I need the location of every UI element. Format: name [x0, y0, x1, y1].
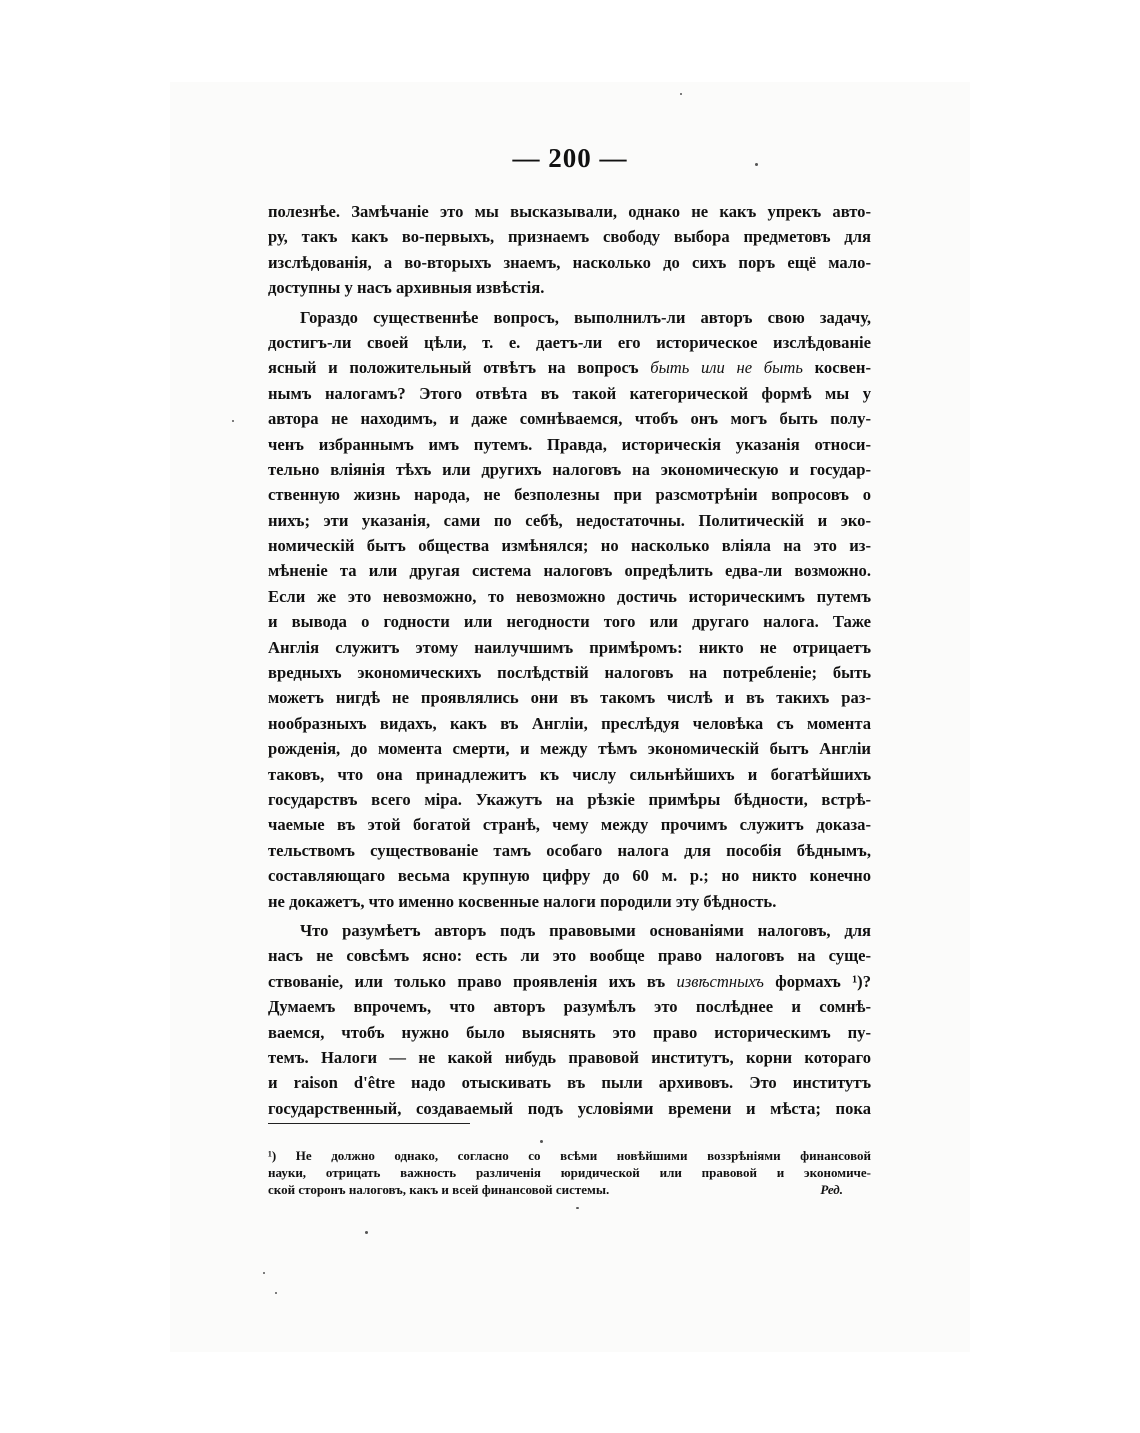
- text-line: Что разумѣетъ авторъ подъ правовыми основаніями налоговъ, для: [300, 920, 871, 940]
- text-line: автора не находимъ, и даже сомнѣваемся, чтобъ онъ могъ быть полу-: [268, 409, 871, 429]
- page-number: — 200 —: [512, 143, 628, 173]
- text-line: и вывода о годности или негодности того или другаго налога. Таже: [268, 612, 871, 632]
- text-line: ру, такъ какъ во-первыхъ, признаемъ свободу выбора предметовъ для: [268, 227, 871, 247]
- text-line: нымъ налогамъ? Этого отвѣта въ такой категорической формѣ мы у: [268, 383, 871, 403]
- body-text: [268, 199, 871, 1121]
- text-line: ственную жизнь народа, не безполезны при разсмотрѣніи вопросовъ о: [268, 485, 871, 505]
- text-line: Если же это невозможно, то невозможно достичь историческимъ путемъ: [268, 586, 871, 606]
- text-line: таковъ, что она принадлежитъ къ числу сильнѣйшихъ и богатѣйшихъ: [268, 764, 871, 784]
- text-line: и raison d'être надо отыскивать въ пыли архивовъ. Это институтъ: [268, 1073, 871, 1093]
- footnote: [268, 1147, 871, 1198]
- text-line: тельно вліянія тѣхъ или другихъ налоговъ на экономическую и государ-: [268, 459, 871, 479]
- scan-speck: [576, 1207, 579, 1209]
- text-line: ствованіе, или только право проявленія ихъ въ извѣстныхъ формахъ ¹)?: [268, 971, 871, 991]
- text-line: ченъ избраннымъ имъ путемъ. Правда, историческія указанія относи-: [268, 434, 871, 454]
- text-line: Гораздо существеннѣе вопросъ, выполнилъ-ли авторъ свою задачу,: [300, 307, 871, 327]
- scan-speck: [365, 1231, 368, 1234]
- text-line: нообразныхъ видахъ, какъ въ Англіи, преслѣдуя человѣка съ момента: [268, 713, 871, 733]
- text-line: чаемые въ этой богатой странѣ, чему между прочимъ служитъ доказа-: [268, 815, 871, 835]
- text-line: государственный, создаваемый подъ условіями времени и мѣста; пока: [268, 1098, 871, 1118]
- text-line: изслѣдованія, а во-вторыхъ знаемъ, насколько до сихъ поръ ещё мало-: [268, 252, 871, 272]
- text-line: ясный и положительный отвѣтъ на вопросъ быть или не быть косвен-: [268, 358, 871, 378]
- text-line: насъ не совсѣмъ ясно: есть ли это вообще право налоговъ на суще-: [268, 946, 871, 966]
- footnote-divider: [268, 1123, 470, 1124]
- text-line: можетъ нигдѣ не проявлялись они въ такомъ числѣ и въ такихъ раз-: [268, 688, 871, 708]
- text-line: тельствомъ существованіе тамъ особаго налога для пособія бѣднымъ,: [268, 840, 871, 860]
- text-line: не докажетъ, что именно косвенные налоги породили эту бѣдность.: [268, 891, 777, 911]
- scan-speck: [232, 420, 234, 422]
- text-line: нихъ; эти указанія, сами по себѣ, недостаточны. Политическій и эко-: [268, 510, 871, 530]
- footnote-line-text: ской сторонъ налоговъ, какъ и всей финансовой системы.: [268, 1182, 610, 1197]
- text-line: Думаемъ впрочемъ, что авторъ разумѣлъ это послѣднее и сомнѣ-: [268, 997, 871, 1017]
- text-line: вредныхъ экономическихъ послѣдствій налоговъ на потребленіе; быть: [268, 663, 871, 683]
- scan-speck: [755, 163, 758, 166]
- text-line: темъ. Налоги — не какой нибудь правовой институтъ, корни котораго: [268, 1047, 871, 1067]
- scan-speck: [263, 1272, 265, 1274]
- text-line: полезнѣе. Замѣчаніе это мы высказывали, однако не какъ упрекъ авто-: [268, 202, 871, 221]
- text-line: государствъ всего міра. Укажутъ на рѣзкіе примѣры бѣдности, встрѣ-: [268, 789, 871, 809]
- scan-speck: [275, 1292, 277, 1294]
- text-line: номическій бытъ общества измѣнялся; но насколько вліяла на это из-: [268, 536, 871, 556]
- text-line: ваемся, чтобъ нужно было выяснять это право историческимъ пу-: [268, 1022, 871, 1042]
- footnote-line: ¹) Не должно однако, согласно со всѣми новѣйшими воззрѣніями финансовой: [268, 1148, 871, 1163]
- footnote-line: [268, 1181, 871, 1198]
- text-line: мѣненіе та или другая система налоговъ опредѣлить едва-ли возможно.: [268, 561, 871, 581]
- text-line: доступны у насъ архивныя извѣстія.: [268, 278, 545, 298]
- text-line: составляющаго весьма крупную цифру до 60 м. р.; но никто конечно: [268, 866, 871, 886]
- italic-phrase: извѣстныхъ: [676, 971, 764, 991]
- text-line: рожденія, до момента смерти, и между тѣмъ экономическій бытъ Англіи: [268, 739, 871, 759]
- scan-speck: [680, 93, 682, 95]
- scan-speck: [540, 1140, 543, 1143]
- footnote-line: науки, отрицать важность различенія юридической или правовой и экономиче-: [268, 1165, 871, 1180]
- text-line: достигъ-ли своей цѣли, т. е. даетъ-ли его историческое изслѣдованіе: [268, 332, 871, 352]
- italic-phrase: быть или не быть: [650, 358, 803, 378]
- editor-signature: Ред.: [820, 1182, 843, 1197]
- text-line: Англія служитъ этому наилучшимъ примѣромъ: никто не отрицаетъ: [268, 637, 871, 657]
